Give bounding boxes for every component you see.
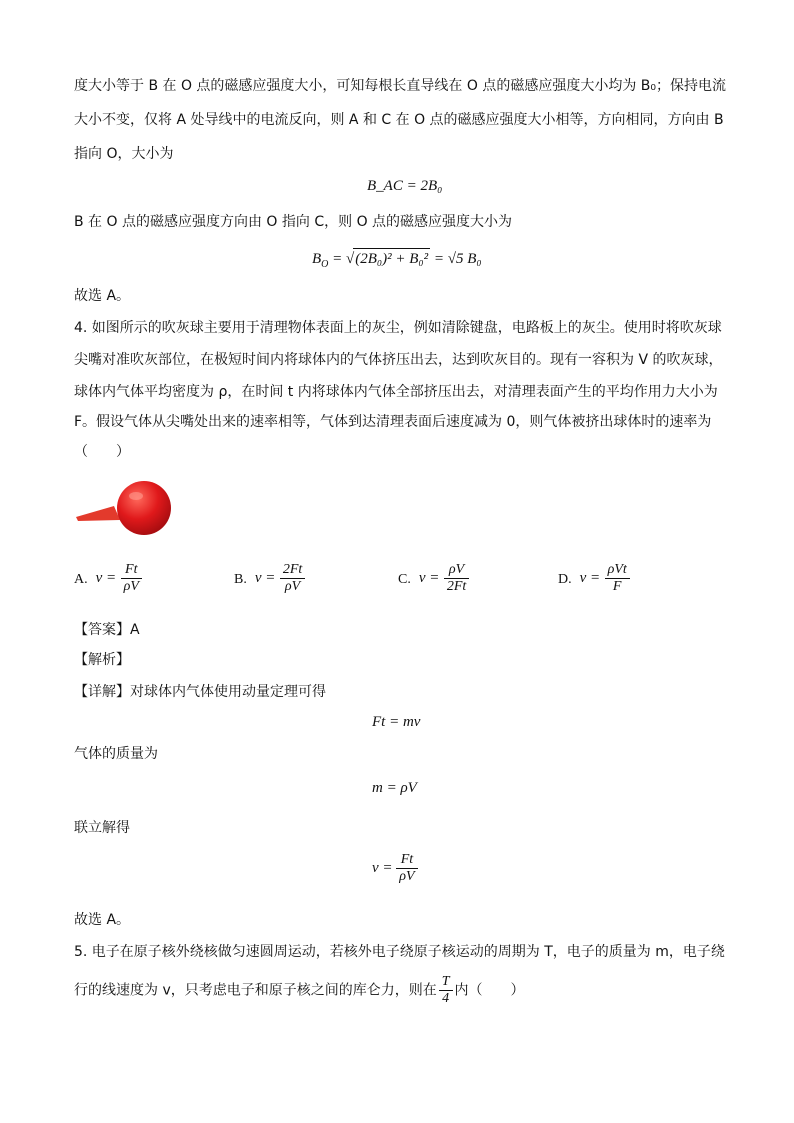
- question-4-line-4: F。假设气体从尖嘴处出来的速率相等，气体到达清理表面后速度减为 0，则气体被挤出球体时的速率为: [74, 414, 712, 430]
- option-b-label: B.: [234, 571, 247, 587]
- paragraph-line-4: B 在 O 点的磁感应强度方向由 O 指向 C，则 O 点的磁感应强度大小为: [74, 214, 513, 230]
- option-a[interactable]: [74, 562, 142, 595]
- mass-line: 气体的质量为: [74, 746, 158, 762]
- result-fraction: $\frac{Ft}{\rho V}$: [396, 852, 417, 885]
- option-d[interactable]: [558, 562, 630, 595]
- question-4-line-2: 尖嘴对准吹灰部位，在极短时间内将球体内的气体挤压出去，达到吹灰目的。现有一容积为 V 的吹灰球，: [74, 352, 723, 368]
- option-c-label: C.: [398, 571, 411, 587]
- bo-result: = √5 B₀: [430, 251, 482, 267]
- paragraph-line-3: 指向 O，大小为: [74, 146, 174, 162]
- option-a-label: A.: [74, 571, 88, 587]
- bo-subscript: O: [321, 259, 329, 270]
- option-c-lhs: v =: [418, 570, 440, 586]
- option-c[interactable]: [398, 562, 469, 595]
- question-4-line-1: 4. 如图所示的吹灰球主要用于清理物体表面上的灰尘，例如清除键盘，电路板上的灰尘。使用时将吹灰球: [74, 320, 722, 336]
- bulb-highlight: [129, 492, 143, 500]
- question-5-text-b: 内（ ）: [454, 982, 525, 999]
- question-5-line-2: [74, 974, 525, 1007]
- equation-momentum: Ft = mv: [372, 714, 421, 730]
- bo-equals: =: [328, 251, 347, 267]
- option-d-lhs: v =: [579, 570, 601, 586]
- paragraph-line-5: 故选 A。: [74, 288, 131, 304]
- combine-line: 联立解得: [74, 820, 130, 836]
- option-d-fraction: $\frac{\text{ρVt}}{F}$: [605, 562, 630, 595]
- choose-line: 故选 A。: [74, 912, 131, 928]
- equation-result: [372, 852, 418, 885]
- question-4-line-3: 球体内气体平均密度为 ρ，在时间 t 内将球体内气体全部挤压出去，对清理表面产生的平均作用力大小为: [74, 384, 718, 400]
- detail-line: 【详解】对球体内气体使用动量定理可得: [74, 684, 326, 700]
- bo-symbol: B: [312, 251, 322, 267]
- sqrt-sign: √: [346, 251, 355, 267]
- option-b[interactable]: [234, 562, 305, 595]
- paragraph-line-2: 大小不变，仅将 A 处导线中的电流反向，则 A 和 C 在 O 点的磁感应强度大小相等，方向相同，方向由 B: [74, 112, 724, 128]
- bulb-body: [117, 481, 171, 535]
- answer-line: 【答案】A: [74, 622, 140, 638]
- t-over-4-fraction: $\frac{T}{4}$: [439, 974, 453, 1007]
- option-a-fraction: $\frac{Ft}{\rho V}$: [121, 562, 142, 595]
- bulb-nozzle: [76, 506, 120, 521]
- option-d-label: D.: [558, 571, 572, 587]
- equation-mass: m = ρV: [372, 780, 417, 796]
- analysis-heading: 【解析】: [74, 652, 130, 668]
- result-lhs: v =: [372, 859, 397, 876]
- blower-bulb-image: [74, 476, 174, 538]
- question-4-line-5: （ ）: [74, 444, 130, 460]
- radicand: (2B₀)² + B₀²: [353, 248, 430, 269]
- option-a-lhs: v =: [95, 570, 117, 586]
- paragraph-line-1: 度大小等于 B 在 O 点的磁感应强度大小，可知每根长直导线在 O 点的磁感应强度大小均为 B₀；保持电流: [74, 78, 727, 94]
- question-5-line-1: 5. 电子在原子核外绕核做匀速圆周运动，若核外电子绕原子核运动的周期为 T，电子的质量为 m，电子绕: [74, 944, 725, 960]
- option-c-fraction: $\frac{\rho V}{2Ft}$: [444, 562, 469, 595]
- option-b-fraction: $\frac{2Ft}{\rho V}$: [280, 562, 305, 595]
- equation-bo: [312, 248, 482, 275]
- option-b-lhs: v =: [254, 570, 276, 586]
- equation-bac: B_AC = 2B₀: [367, 178, 443, 194]
- question-5-text-a: 行的线速度为 v，只考虑电子和原子核之间的库仑力，则在: [74, 982, 437, 999]
